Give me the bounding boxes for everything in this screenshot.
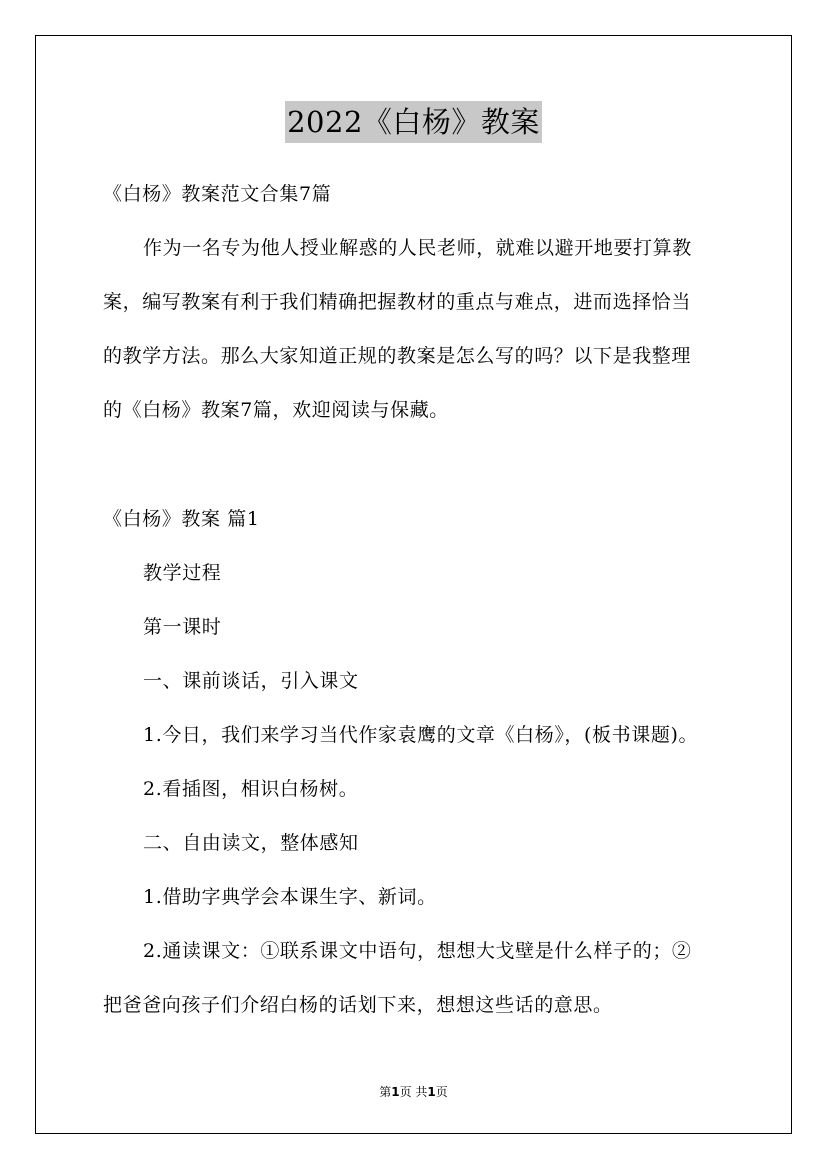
footer-text-3: 页: [435, 1085, 448, 1099]
intro-line-2: 案，编写教案有利于我们精确把握教材的重点与难点，进而选择恰当: [103, 291, 692, 313]
footer-text-1: 第: [379, 1085, 392, 1099]
body-line-3: 一、课前谈话，引入课文: [143, 670, 359, 692]
body-line-8: 2.通读课文：①联系课文中语句，想想大戈壁是什么样子的；②: [143, 940, 692, 962]
intro-line-1: 作为一名专为他人授业解惑的人民老师，就难以避开地要打算教: [143, 237, 692, 259]
subtitle: 《白杨》教案范文合集7篇: [103, 183, 332, 205]
document-title: 2022《白杨》教案: [285, 101, 542, 143]
intro-line-4: 的《白杨》教案7篇，欢迎阅读与保藏。: [103, 399, 449, 421]
body-line-2: 第一课时: [143, 616, 222, 638]
page-footer: [0, 1084, 827, 1100]
body-line-1: 教学过程: [143, 562, 222, 584]
body-line-7: 1.借助字典学会本课生字、新词。: [143, 886, 437, 908]
section-heading: 《白杨》教案 篇1: [103, 508, 260, 530]
body-line-5: 2.看插图，相识白杨树。: [143, 778, 359, 800]
footer-page-total: 1: [427, 1085, 436, 1099]
body-line-6: 二、自由读文，整体感知: [143, 832, 359, 854]
footer-text-2: 页 共: [399, 1085, 428, 1099]
title-container: [0, 101, 827, 143]
footer-page-number: 1: [391, 1085, 400, 1099]
body-line-9: 把爸爸向孩子们介绍白杨的话划下来，想想这些话的意思。: [103, 994, 613, 1016]
intro-line-3: 的教学方法。那么大家知道正规的教案是怎么写的吗？以下是我整理: [103, 345, 692, 367]
body-line-4: 1.今日，我们来学习当代作家袁鹰的文章《白杨》，(板书课题)。: [143, 724, 699, 746]
